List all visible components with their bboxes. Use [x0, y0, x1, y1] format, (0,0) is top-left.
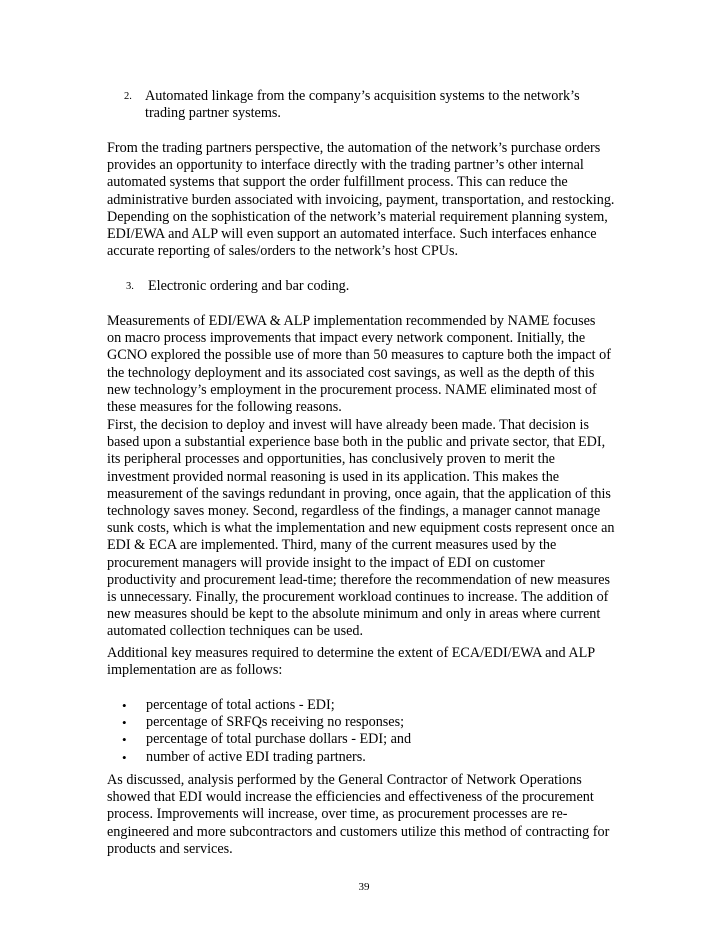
bullet-icon: •: [122, 698, 127, 713]
paragraph: [107, 772, 627, 858]
text-line: Electronic ordering and bar coding.: [148, 278, 350, 294]
text-line: Depending on the sophistication of the network’s material requirement planning system,: [107, 208, 608, 225]
text-line: is unnecessary. Finally, the procurement workload continues to increase. The addition of: [107, 589, 609, 606]
text-line: EDI & ECA are implemented. Third, many of the current measures used by the: [107, 537, 557, 554]
text-line: GCNO explored the possible use of more than 50 measures to capture both the impact of: [107, 347, 611, 364]
item-number: 2.: [124, 91, 132, 102]
text-line: showed that EDI would increase the efficiencies and effectiveness of the procurement: [107, 789, 594, 806]
text-line: based upon a substantial experience base both in the public and private sector, that EDI,: [107, 434, 606, 451]
text-line: As discussed, analysis performed by the General Contractor of Network Operations: [107, 772, 582, 788]
list-item-text: percentage of SRFQs receiving no responses;: [146, 714, 405, 731]
list-item-text: percentage of total purchase dollars - EDI; and: [146, 731, 412, 748]
text-line: engineered and more subcontractors and customers utilize this method of contracting for: [107, 823, 610, 840]
text-line: EDI/EWA and ALP will even support an automated interface. Such interfaces enhance: [107, 226, 597, 243]
text-line: Automated linkage from the company’s acquisition systems to the network’s: [145, 88, 580, 104]
text-line: technology saves money. Second, regardless of the findings, a manager cannot manage: [107, 503, 601, 520]
list-item-text: percentage of total actions - EDI;: [146, 697, 335, 713]
bullet-icon: •: [122, 749, 127, 765]
bullet-icon: •: [122, 715, 127, 731]
paragraph: [107, 645, 627, 679]
text-line: measurement of the savings redundant in proving, once again, that the application of this: [107, 485, 611, 502]
text-line: From the trading partners perspective, the automation of the network’s purchase orders: [107, 140, 601, 156]
text-line: automated systems that support the order fulfillment process. This can reduce the: [107, 174, 568, 191]
text-line: provides an opportunity to interface directly with the trading partner’s other internal: [107, 157, 584, 174]
text-line: Additional key measures required to determine the extent of ECA/EDI/EWA and ALP: [107, 645, 596, 661]
bullet-icon: •: [122, 732, 127, 748]
item-text: [145, 88, 580, 122]
text-line: First, the decision to deploy and invest will have already been made. That decision is: [107, 417, 589, 433]
text-line: automated collection techniques can be used.: [107, 623, 364, 640]
text-line: new technology’s employment in the procurement process. NAME eliminated most of: [107, 381, 597, 398]
text-line: productivity and procurement lead-time; therefore the recommendation of new measures: [107, 571, 611, 588]
text-line: these measures for the following reasons.: [107, 399, 342, 416]
text-line: procurement managers will provide insight to the impact of EDI on customer: [107, 554, 545, 571]
paragraph: [107, 140, 627, 260]
text-line: implementation are as follows:: [107, 662, 283, 679]
text-line: products and services.: [107, 840, 233, 857]
text-line: the technology deployment and its associated cost savings, as well as the depth of this: [107, 364, 595, 381]
paragraph: [107, 313, 627, 416]
text-line: administrative burden associated with invoicing, payment, transportation, and restocking.: [107, 191, 615, 208]
text-line: new measures should be kept to the absolute minimum and only in areas where current: [107, 606, 601, 623]
text-line: its peripheral processes and opportunities, has conclusively proven to merit the: [107, 451, 555, 468]
paragraph: [107, 417, 627, 641]
item-text: [148, 278, 349, 295]
text-line: on macro process improvements that impact every network component. Initially, the: [107, 330, 586, 347]
text-line: investment provided normal reasoning is used in its application. This makes the: [107, 468, 560, 485]
page-number: 39: [358, 881, 370, 893]
text-line: process. Improvements will increase, over time, as procurement processes are re-: [107, 806, 568, 823]
text-line: Measurements of EDI/EWA & ALP implementation recommended by NAME focuses: [107, 313, 596, 329]
item-number: 3.: [126, 281, 134, 292]
text-line: accurate reporting of sales/orders to the network’s host CPUs.: [107, 243, 459, 260]
text-line: trading partner systems.: [145, 105, 281, 122]
text-line: sunk costs, which is what the implementation and new equipment costs represent once an: [107, 520, 615, 537]
list-item-text: number of active EDI trading partners.: [146, 748, 366, 765]
